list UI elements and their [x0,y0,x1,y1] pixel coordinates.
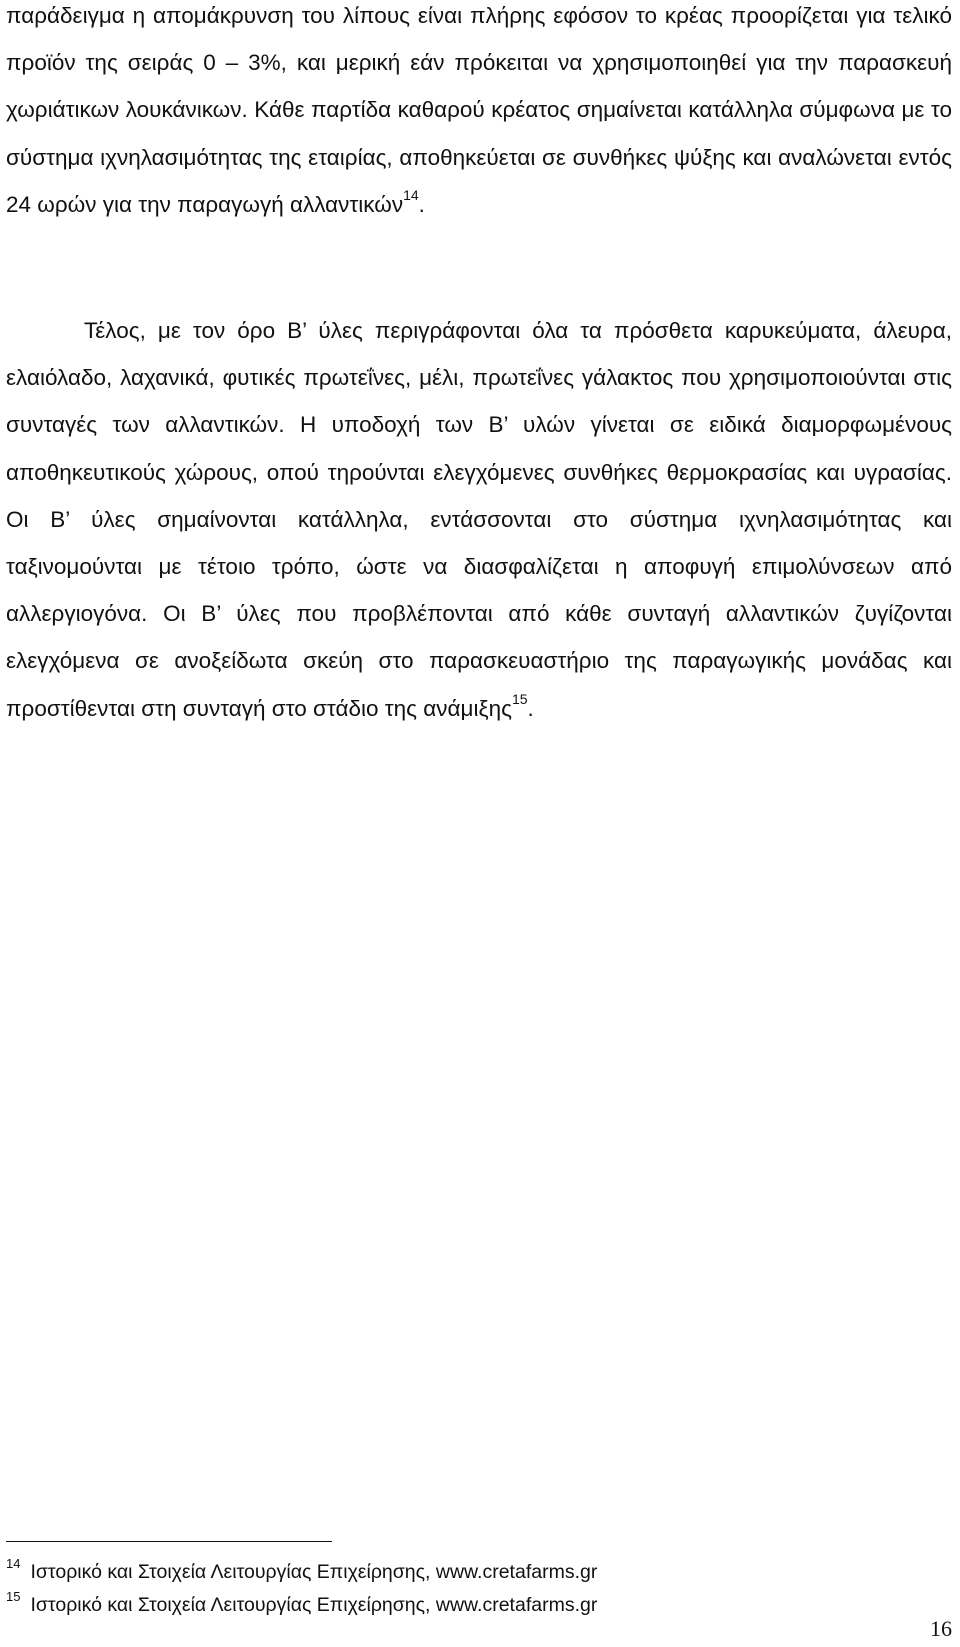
paragraph-2-text: Τέλος, με τον όρο Β’ ύλες περιγράφονται όλα τα πρόσθετα καρυκεύματα, άλευρα, ελαιόλαδο, λαχανικά, φυτικές πρωτεΐνες, μέλι, πρωτεΐνες γάλακτος που χρησιμοποιούνται στις συνταγές των αλλαντικών. Η υποδοχή των Β’ υλών γίνεται σε ειδικά διαμορφωμένους αποθηκευτικούς χώρους, οπού τηρούνται ελεγχόμενες συνθήκες θερμοκρασίας και υγρασίας. Οι Β’ ύλες σημαίνονται κατάλληλα, εντάσσονται στο σύστημα ιχνηλασιμότητας και ταξινομούνται με τέτοιο τρόπο, ώστε να διασφαλίζεται η αποφυγή επιμολύνσεων από αλλεργιογόνα. Οι Β’ ύλες που προβλέπονται από κάθε συνταγή αλλαντικών ζυγίζονται ελεγχόμενα σε ανοξείδωτα σκεύη στο παρασκευαστήριο της παραγωγικής μονάδας και προστίθενται στη συνταγή στο στάδιο της ανάμιξης [6,318,952,721]
footnote-text: Ιστορικό και Στοιχεία Λειτουργίας Επιχείρησης, www.cretafarms.gr [30,1561,598,1583]
footnote-15 [6,1589,952,1619]
paragraph-1-end: . [418,191,425,217]
paragraph-2-end: . [527,695,534,721]
footnote-number: 15 [6,1589,21,1604]
footnote-ref-14[interactable]: 14 [403,187,419,204]
body-paragraph-1 [6,0,952,228]
page-number: 16 [930,1616,952,1641]
footnote-text: Ιστορικό και Στοιχεία Λειτουργίας Επιχείρησης, www.cretafarms.gr [30,1594,598,1616]
paragraph-1-text: παράδειγμα η απομάκρυνση του λίπους είναι πλήρης εφόσον το κρέας προορίζεται για τελικό προϊόν της σειράς 0 – 3%, και μερική εάν πρόκειται να χρησιμοποιηθεί για την παρασκευή χωριάτικων λουκάνικων. Κάθε παρτίδα καθαρού κρέατος σημαίνεται κατάλληλα σύμφωνα με το σύστημα ιχνηλασιμότητας της εταιρίας, αποθηκεύεται σε συνθήκες ψύξης και αναλώνεται εντός 24 ωρών για την παραγωγή αλλαντικών [6,3,952,217]
body-paragraph-2 [6,307,952,732]
footnote-ref-15[interactable]: 15 [511,691,528,708]
footnote-number: 14 [6,1556,21,1571]
footnote-separator [6,1541,332,1542]
footnote-14 [6,1556,952,1586]
